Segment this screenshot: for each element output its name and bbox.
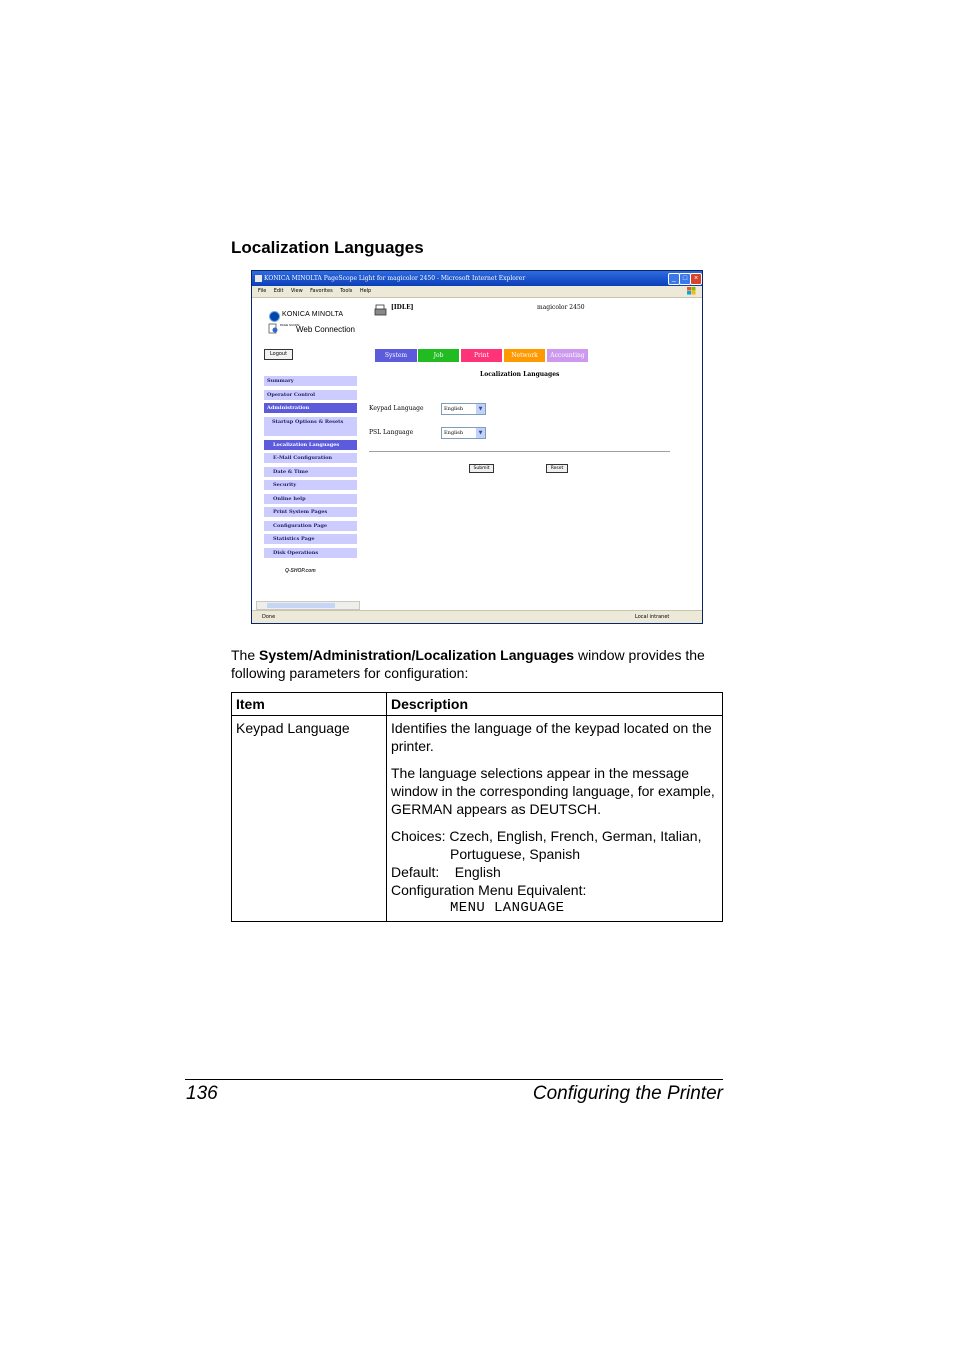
description-text: The language selections appear in the message window in the corresponding language, for example, GERMAN appears as DEUTSCH. <box>391 765 715 817</box>
submit-button[interactable]: Submit <box>469 464 494 473</box>
divider <box>369 451 670 452</box>
web-connection-label: Web Connection <box>296 325 355 334</box>
keypad-language-label: Keypad Language <box>369 405 424 412</box>
choices-line: Choices: Czech, English, French, German, Italian, <box>391 828 702 844</box>
form-title: Localization Languages <box>480 371 560 378</box>
tab-network[interactable]: Network <box>504 349 545 362</box>
windows-logo-icon <box>687 287 696 295</box>
window-title: KONICA MINOLTA PageScope Light for magicolor 2450 - Microsoft Internet Explorer <box>264 275 526 282</box>
menu-file[interactable]: File <box>258 288 267 294</box>
logout-button[interactable]: Logout <box>264 349 293 360</box>
page-number: 136 <box>186 1083 218 1104</box>
nav-localization-languages[interactable]: Localization Languages <box>264 440 357 450</box>
menu-equivalent-value: MENU LANGUAGE <box>450 900 565 916</box>
brand-name: KONICA MINOLTA <box>282 311 344 318</box>
ie-icon <box>255 275 262 282</box>
horizontal-scrollbar[interactable] <box>256 601 360 610</box>
chevron-down-icon[interactable]: ▼ <box>476 404 485 414</box>
scrollbar-thumb[interactable] <box>267 603 335 608</box>
header-item: Item <box>232 693 387 716</box>
browser-statusbar <box>252 610 702 624</box>
nav-email-configuration[interactable]: E-Mail Configuration <box>264 453 357 463</box>
close-icon[interactable]: × <box>690 273 702 285</box>
nav-operator-control[interactable]: Operator Control <box>264 390 357 400</box>
choices-line-continued: Portuguese, Spanish <box>450 846 580 862</box>
tab-accounting[interactable]: Accounting <box>547 349 588 362</box>
page-content <box>252 298 702 600</box>
parameters-table <box>231 692 723 922</box>
tab-job[interactable]: Job <box>418 349 459 362</box>
menu-equivalent-label: Configuration Menu Equivalent: <box>391 882 587 898</box>
pagescope-label: PAGE SCOPE <box>280 323 300 327</box>
menu-edit[interactable]: Edit <box>273 288 284 294</box>
reset-button[interactable]: Reset <box>546 464 568 473</box>
minimize-icon[interactable]: _ <box>668 273 680 285</box>
nav-configuration-page[interactable]: Configuration Page <box>264 521 357 531</box>
menu-view[interactable]: View <box>290 288 303 294</box>
printer-model: magicolor 2450 <box>537 304 585 311</box>
nav-security[interactable]: Security <box>264 480 357 490</box>
menu-bar <box>252 286 702 298</box>
maximize-icon[interactable]: □ <box>679 273 691 285</box>
tab-print[interactable]: Print <box>461 349 502 362</box>
menu-tools[interactable]: Tools <box>340 288 353 294</box>
qshop-logo[interactable]: Q-SHOP.com <box>285 568 316 574</box>
status-done: Done <box>262 614 276 620</box>
browser-screenshot <box>251 270 703 624</box>
nav-disk-operations[interactable]: Disk Operations <box>264 548 357 558</box>
nav-startup-options[interactable]: Startup Options & Resets <box>264 417 357 436</box>
description-cell <box>387 716 723 922</box>
header-description: Description <box>387 693 723 716</box>
intro-paragraph: The System/Administration/Localization Languages window provides the following parameters for configuration: <box>231 647 705 681</box>
psl-language-label: PSL Language <box>369 429 414 436</box>
psl-language-select[interactable]: English ▼ <box>441 427 486 439</box>
nav-print-system-pages[interactable]: Print System Pages <box>264 507 357 517</box>
keypad-language-select[interactable]: English ▼ <box>441 403 486 415</box>
konica-minolta-logo-icon <box>269 311 280 322</box>
menu-help[interactable]: Help <box>359 288 372 294</box>
chapter-title: Configuring the Printer <box>532 1083 723 1104</box>
pagescope-icon <box>268 323 278 334</box>
nav-statistics-page[interactable]: Statistics Page <box>264 534 357 544</box>
status-zone: Local intranet <box>635 614 670 620</box>
nav-online-help[interactable]: Online help <box>264 494 357 504</box>
tab-system[interactable]: System <box>375 349 417 362</box>
printer-status: [IDLE] <box>391 304 414 311</box>
menu-favorites[interactable]: Favorites <box>310 288 333 294</box>
printer-icon <box>374 304 387 317</box>
table-header-row <box>232 693 723 716</box>
description-text: Identifies the language of the keypad located on the printer. <box>391 720 712 754</box>
nav-administration[interactable]: Administration <box>264 403 357 413</box>
chevron-down-icon[interactable]: ▼ <box>476 428 485 438</box>
item-cell: Keypad Language <box>232 716 387 922</box>
footer-rule <box>185 1079 723 1080</box>
table-row <box>232 716 723 922</box>
default-line: Default: English <box>391 864 501 880</box>
nav-summary[interactable]: Summary <box>264 376 357 386</box>
menu-path: System/Administration/Localization Languages <box>259 647 575 663</box>
section-title: Localization Languages <box>231 238 424 257</box>
nav-date-time[interactable]: Date & Time <box>264 467 357 477</box>
window-titlebar <box>252 271 702 286</box>
